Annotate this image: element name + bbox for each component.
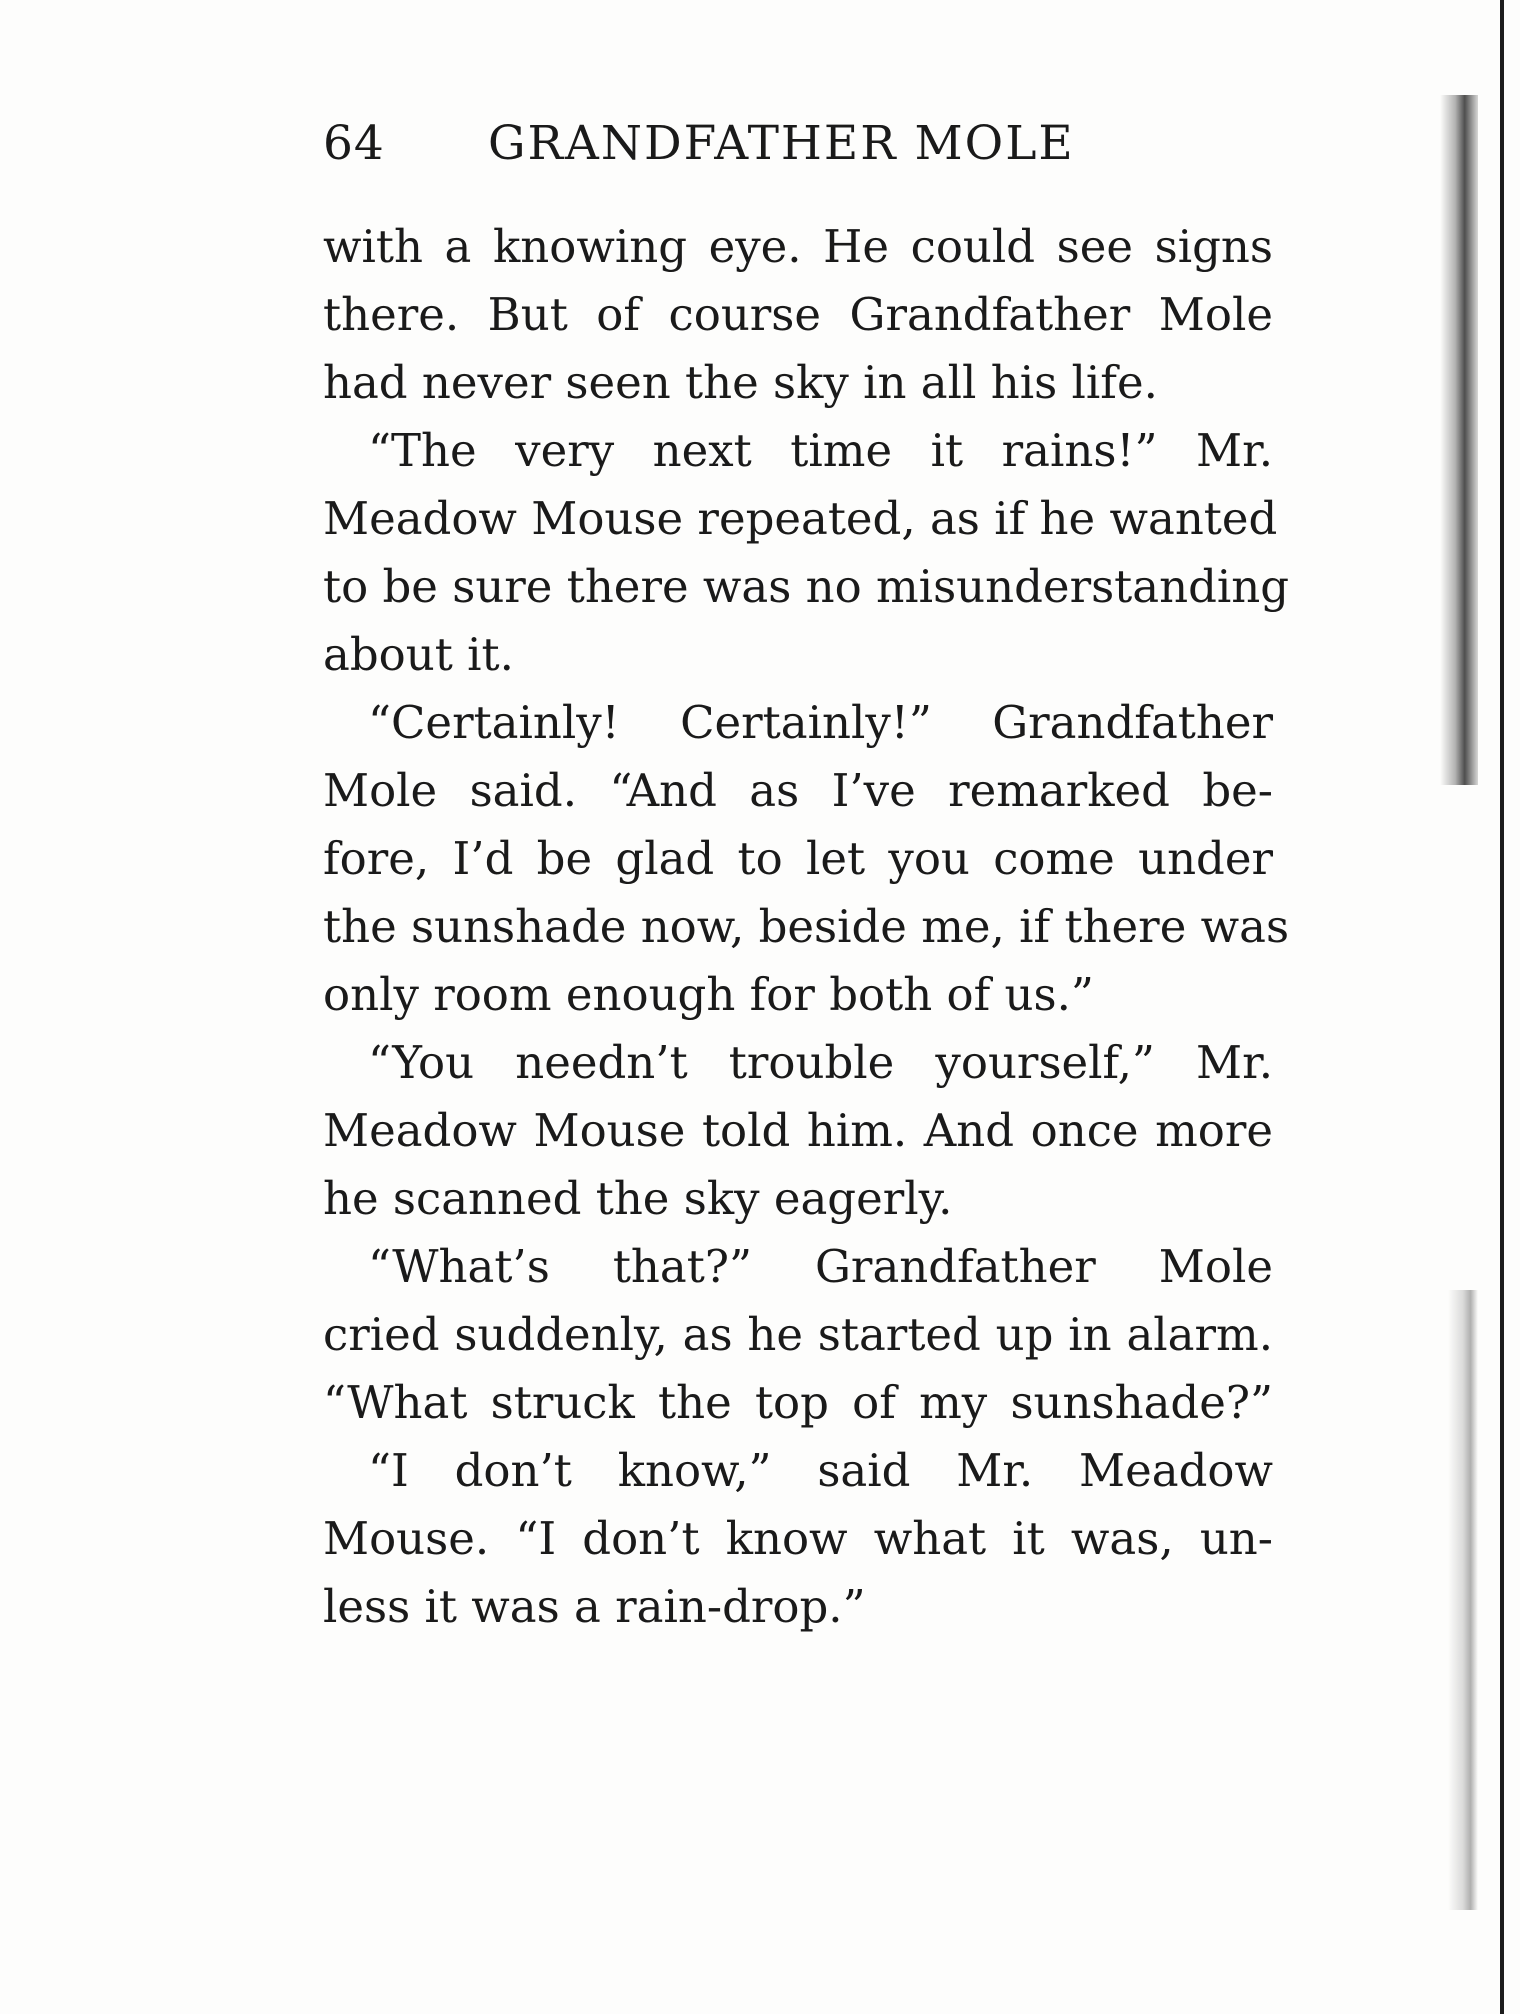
page-number: 64	[323, 116, 385, 171]
binding-shadow-lower	[1448, 1290, 1478, 1910]
text-line: Mole said. “And as I’ve remarked be-	[323, 764, 1273, 817]
body-text	[323, 213, 1290, 1641]
text-line: the sunshade now, beside me, if there was	[323, 900, 1290, 953]
text-line: about it.	[323, 628, 514, 681]
text-line: fore, I’d be glad to let you come under	[323, 832, 1273, 885]
paragraph-first-line: “I don’t know,” said Mr. Meadow	[368, 1444, 1273, 1497]
paragraph-first-line: “The very next time it rains!” Mr.	[368, 424, 1273, 477]
paragraph-first-line: “What’s that?” Grandfather Mole	[368, 1240, 1273, 1293]
running-header	[323, 116, 1283, 176]
text-line: cried suddenly, as he started up in alarm.	[323, 1308, 1273, 1361]
text-line: Meadow Mouse repeated, as if he wanted	[323, 492, 1278, 545]
text-line: Mouse. “I don’t know what it was, un-	[323, 1512, 1273, 1565]
text-line: there. But of course Grandfather Mole	[323, 288, 1273, 341]
text-line: to be sure there was no misunderstanding	[323, 560, 1290, 613]
text-line: with a knowing eye. He could see signs	[323, 220, 1273, 273]
paragraph-first-line: “Certainly! Certainly!” Grandfather	[368, 696, 1273, 749]
text-line: less it was a rain-drop.”	[323, 1580, 866, 1633]
paragraph-first-line: “You needn’t trouble yourself,” Mr.	[368, 1036, 1273, 1089]
running-title: GRANDFATHER MOLE	[488, 116, 1075, 171]
text-line: Meadow Mouse told him. And once more	[323, 1104, 1273, 1157]
text-line: “What struck the top of my sunshade?”	[323, 1376, 1273, 1429]
text-line: had never seen the sky in all his life.	[323, 356, 1158, 409]
text-line: only room enough for both of us.”	[323, 968, 1094, 1021]
page-edge-line	[1500, 0, 1504, 2014]
binding-shadow	[1440, 95, 1478, 785]
text-line: he scanned the sky eagerly.	[323, 1172, 953, 1225]
